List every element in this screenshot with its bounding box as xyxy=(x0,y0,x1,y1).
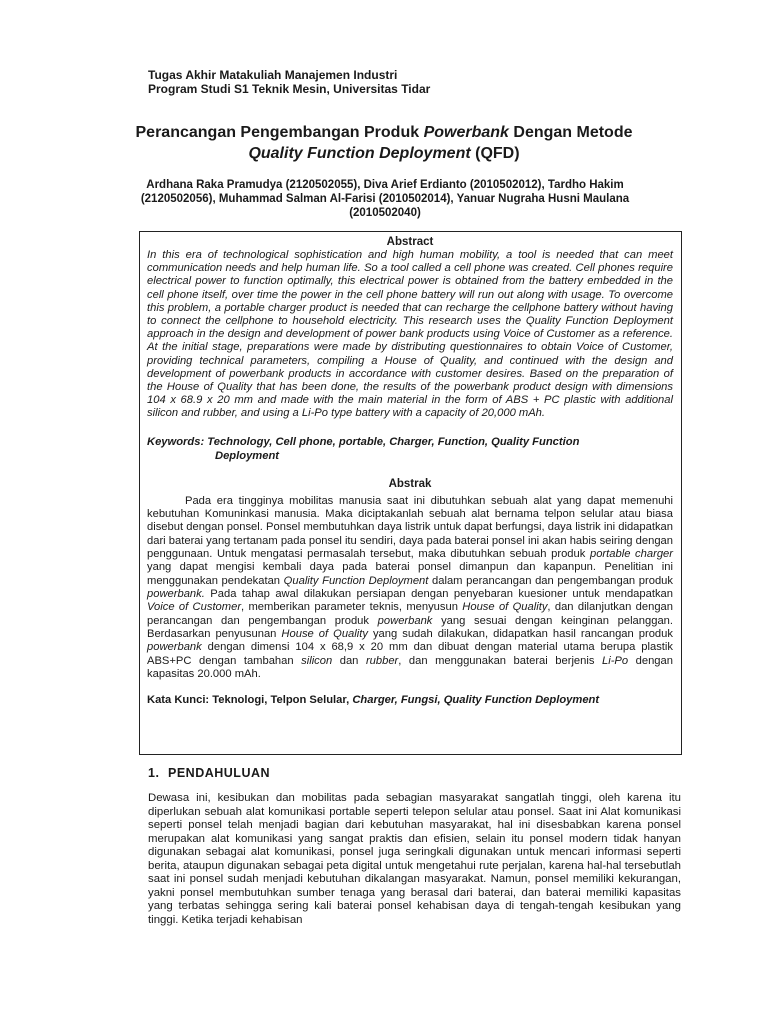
abstrak-italic: portable charger xyxy=(589,548,673,561)
abstrak-text xyxy=(147,495,673,682)
abstrak-italic: Quality Function Deployment xyxy=(283,574,429,587)
section-heading xyxy=(148,766,270,780)
abstrak-italic: rubber xyxy=(365,654,399,667)
abstrak-italic: powerbank. xyxy=(147,588,205,601)
abstrak-seg: dengan dimensi 104 x 68,9 x 20 mm dan dibuat dengan material utama berupa plastik ABS+PC dengan tambahan xyxy=(147,641,673,667)
abstrak-seg: , memberikan parameter teknis, menyusun xyxy=(241,601,463,614)
abstract-text: In this era of technological sophistication and high human mobility, a tool is needed that can meet communication needs and help human life. So a tool called a cell phone was created. Cell phones require electrical power to function optimally, this electrical power is obtained from the battery embedded in the cell phone itself, over time the power in the cell phone battery will run out along with usage. To overcome this problem, a portable charger product is needed that can recharge the cellphone battery without having to connect the cellphone to household electricity. This research uses the Quality Function Deployment approach in the design and development of power bank products using Voice of Customer as a reference. At the initial stage, preparations were made by distributing questionnaires to obtain Voice of Customer, providing technical parameters, compiling a House of Quality, and continued with the design and development of powerbank products in accordance with customer desires. Based on the preparation of the House of Quality that has been done, the results of the powerbank product design with dimensions 104 x 68.9 x 20 mm and made with the main material in the form of ABS + PC plastic with additional silicon and rubber, and using a Li-Po type battery with a capacity of 20,000 mAh. xyxy=(147,249,673,420)
kata-kunci-italic: Charger, Fungsi, Quality Function Deployment xyxy=(352,694,600,707)
abstrak-seg: dan xyxy=(332,654,366,667)
keywords-line2: Deployment xyxy=(215,449,280,462)
abstrak-italic: silicon xyxy=(301,654,333,667)
title-part2: Powerbank xyxy=(423,124,509,141)
abstrak-seg: , dan menggunakan baterai berjenis xyxy=(398,654,602,667)
abstract-box xyxy=(139,231,682,755)
body-paragraph: Dewasa ini, kesibukan dan mobilitas pada sebagian masyarakat sangatlah tinggi, oleh karena itu diperlukan sebuah alat komunikasi portable seperti telepon selular atau ponsel. Saat ini Alat komunikasi seperti ponsel telah menjadi bagian dari kebutuhan masyarakat, hal ini disesbabkan karena ponsel merupakan alat komunikasi yang sangat praktis dan efisien, selain itu ponsel modern tidak hanyan digunakan sebagai alat komunikasi, ponsel juga seringkali digunakan untuk mencari informasi seperti berita, ataupun digunakan sebagai peta digital untuk mengetahui rute perjalan, karena hal-hal tersebutlah saat ini ponsel sudah menjadi kebutuhan dikalangan masyarakat. Namun, ponsel memiliki kekurangan, yakni ponsel membutuhkan sumber tenaga yang berasal dari baterai, dan baterai memiliki kapasitas yang terbatas sehingga sering kali baterai ponsel kehabisan daya di tengah-tengah kesibukan yang tinggi. Ketika terjadi kehabisan xyxy=(148,792,681,926)
header-course: Tugas Akhir Matakuliah Manajemen Industri xyxy=(148,68,398,82)
header-program: Program Studi S1 Teknik Mesin, Universitas Tidar xyxy=(148,82,431,96)
author-list: Ardhana Raka Pramudya (2120502055), Diva Arief Erdianto (2010502012), Tardho Hakim (2120502056), Muhammad Salman Al-Farisi (2010502014), Yanuar Nugraha Husni Maulana (2010502040) xyxy=(140,179,630,219)
title-part1: Perancangan Pengembangan Produk xyxy=(135,124,424,141)
abstrak-seg: Pada era tingginya mobilitas manusia saat ini dibutuhkan sebuah alat yang dapat memenuhi kebutuhan Komuninkasi manusia. Maka diciptakanlah sebuah alat bernama telpon selular atau biasa disebut dengan ponsel. Ponsel membutuhkan daya listrik untuk dapat berfungsi, daya listrik ini didapatkan dari baterai yang tertanam pada ponsel itu sendiri, daya pada baterai ponsel ini akan habis seiring dengan penggunaan. Untuk mengatasi permasalah tersebut, maka dibutuhkan sebuah produk xyxy=(147,494,673,561)
abstract-heading: Abstract xyxy=(386,236,434,248)
abstrak-seg: yang dapat mengisi kembali daya pada baterai ponsel dimanpun dan kapanpun. Penelitian ini menggunakan pendekatan xyxy=(147,561,673,587)
abstrak-italic: powerbank xyxy=(147,641,202,654)
abstrak-seg: yang sesuai dengan keinginan pelanggan. Berdasarkan penyusunan xyxy=(147,614,673,641)
title-line2-rest: (QFD) xyxy=(470,145,520,162)
abstrak-seg: dalam perancangan dan pengembangan produk xyxy=(428,574,673,587)
abstrak-italic: powerbank xyxy=(377,614,433,627)
abstrak-seg: yang sudah dilakukan, didapatkan hasil rancangan produk xyxy=(367,628,673,641)
section-title: PENDAHULUAN xyxy=(168,766,271,780)
running-header xyxy=(148,68,430,96)
abstrak-heading: Abstrak xyxy=(388,477,432,490)
keywords-line1: Keywords: Technology, Cell phone, portable, Charger, Function, Quality Function xyxy=(147,435,580,448)
paper-title xyxy=(100,122,668,164)
abstrak-italic: Voice of Customer xyxy=(147,601,242,614)
title-line2-italic: Quality Function Deployment xyxy=(248,145,471,162)
abstrak-seg: Pada tahap awal dilakukan persiapan dengan penyebaran kuesioner untuk mendapatkan xyxy=(204,588,673,601)
kata-kunci-label: Kata Kunci: Teknologi, Telpon Selular, xyxy=(147,694,353,707)
keywords xyxy=(147,435,673,463)
abstrak-seg: dengan kapasitas 20.000 mAh. xyxy=(147,654,673,681)
abstrak-italic: House of Quality xyxy=(281,628,368,641)
section-number: 1. xyxy=(148,766,160,780)
kata-kunci xyxy=(147,693,673,707)
abstrak-italic: Li-Po xyxy=(601,654,629,667)
title-part3: Dengan Metode xyxy=(508,124,633,141)
abstrak-seg: , dan dilanjutkan dengan perancangan dan pengembangan produk xyxy=(147,601,673,627)
abstrak-italic: House of Quality xyxy=(462,601,548,614)
